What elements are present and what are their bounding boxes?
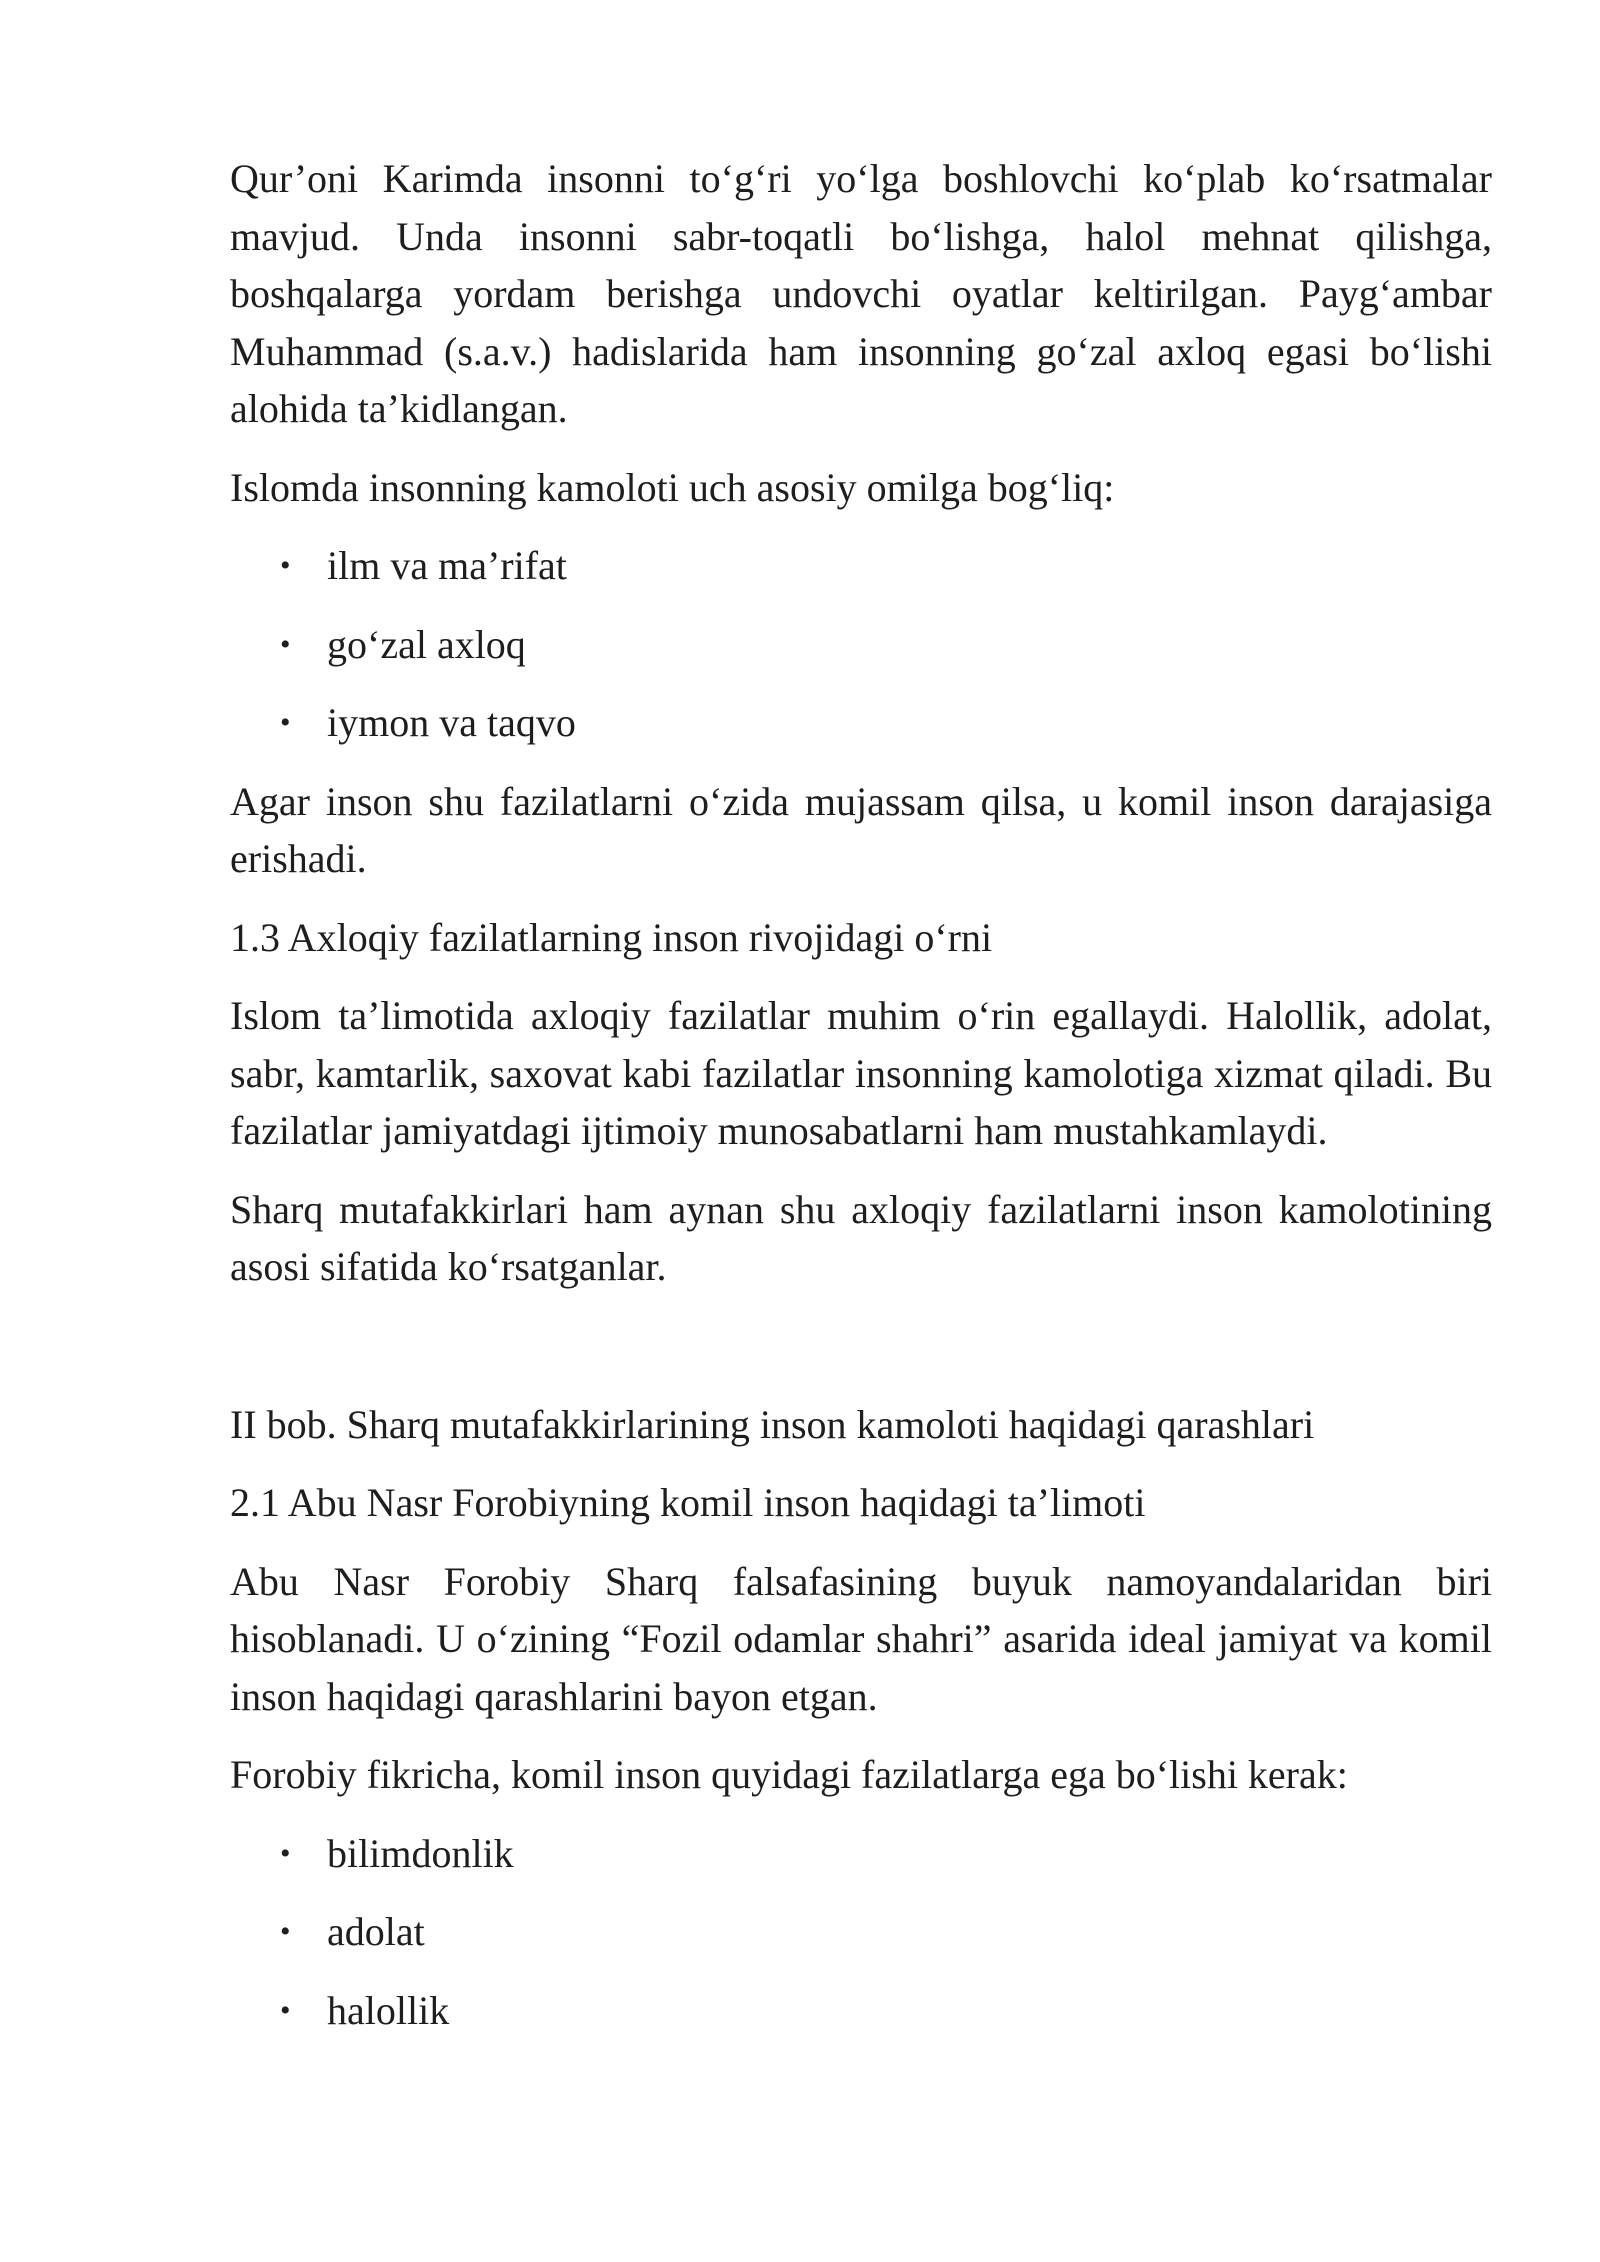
list-item (230, 1903, 1492, 1961)
list-item-text: halollik (327, 1987, 450, 2033)
section-heading-2-1: 2.1 Abu Nasr Forobiyning komil inson haqidagi ta’limoti (230, 1480, 1146, 1525)
list-item (230, 537, 1492, 595)
list-item-text: ilm va ma’rifat (327, 543, 567, 588)
document-page (230, 150, 1492, 2060)
list-item (230, 616, 1492, 674)
list-item (230, 1825, 1492, 1883)
paragraph-moral-virtues: Islom ta’limotida axloqiy fazilatlar muhim o‘rin egallaydi. Halollik, adolat, sabr, kamtarlik, saxovat kabi fazilatlar insonning kamolotiga xizmat qiladi. Bu fazilatlar jamiyatdagi ijtimoiy munosabatlarni ham mustahkamlaydi. (230, 993, 1492, 1153)
paragraph-farabi-virtues: Forobiy fikricha, komil inson quyidagi fazilatlarga ega bo‘lishi kerak: (230, 1752, 1348, 1797)
bullet-list-farabi-virtues (230, 1825, 1492, 2040)
list-item-text: iymon va taqvo (327, 700, 576, 745)
section-spacer (230, 1317, 1492, 1396)
paragraph-eastern-thinkers: Sharq mutafakkirlari ham aynan shu axloqiy fazilatlarni inson kamolotining asosi sifatida ko‘rsatganlar. (230, 1186, 1492, 1289)
paragraph-quran-guidance: Qur’oni Karimda insonni to‘g‘ri yo‘lga boshlovchi ko‘plab ko‘rsatmalar mavjud. Unda insonni sabr-toqatli bo‘lishga, halol mehnat qilishga, boshqalarga yordam berishga undovchi oyatlar keltirilgan. Payg‘ambar Muhammad (s.a.v.) hadislarida ham insonning go‘zal axloq egasi bo‘lishi alohida ta’kidlangan. (230, 156, 1492, 431)
list-item (230, 1982, 1492, 2040)
list-item-text: go‘zal axloq (327, 621, 526, 667)
bullet-list-perfection-factors (230, 537, 1492, 752)
list-item-text: bilimdonlik (327, 1830, 514, 1876)
section-heading-1-3: 1.3 Axloqiy fazilatlarning inson rivojidagi o‘rni (230, 914, 993, 960)
bullet-icon: • (280, 706, 291, 739)
bullet-icon: • (280, 1993, 291, 2027)
chapter-heading-2: II bob. Sharq mutafakkirlarining inson kamoloti haqidagi qarashlari (230, 1401, 1315, 1447)
list-item-text: adolat (327, 1909, 425, 1954)
bullet-icon: • (280, 1915, 291, 1948)
bullet-icon: • (280, 1836, 291, 1870)
bullet-icon: • (280, 549, 291, 582)
paragraph-islam-perfection-factors: Islomda insonning kamoloti uch asosiy omilga bog‘liq: (230, 464, 1115, 510)
paragraph-perfect-person-conclusion: Agar inson shu fazilatlarni o‘zida mujassam qilsa, u komil inson darajasiga erishadi. (230, 778, 1492, 881)
paragraph-farabi-intro: Abu Nasr Forobiy Sharq falsafasining buyuk namoyandalaridan biri hisoblanadi. U o‘zining “Fozil odamlar shahri” asarida ideal jamiyat va komil inson haqidagi qarashlarini bayon etgan. (230, 1558, 1492, 1719)
bullet-icon: • (280, 627, 291, 661)
list-item (230, 694, 1492, 752)
